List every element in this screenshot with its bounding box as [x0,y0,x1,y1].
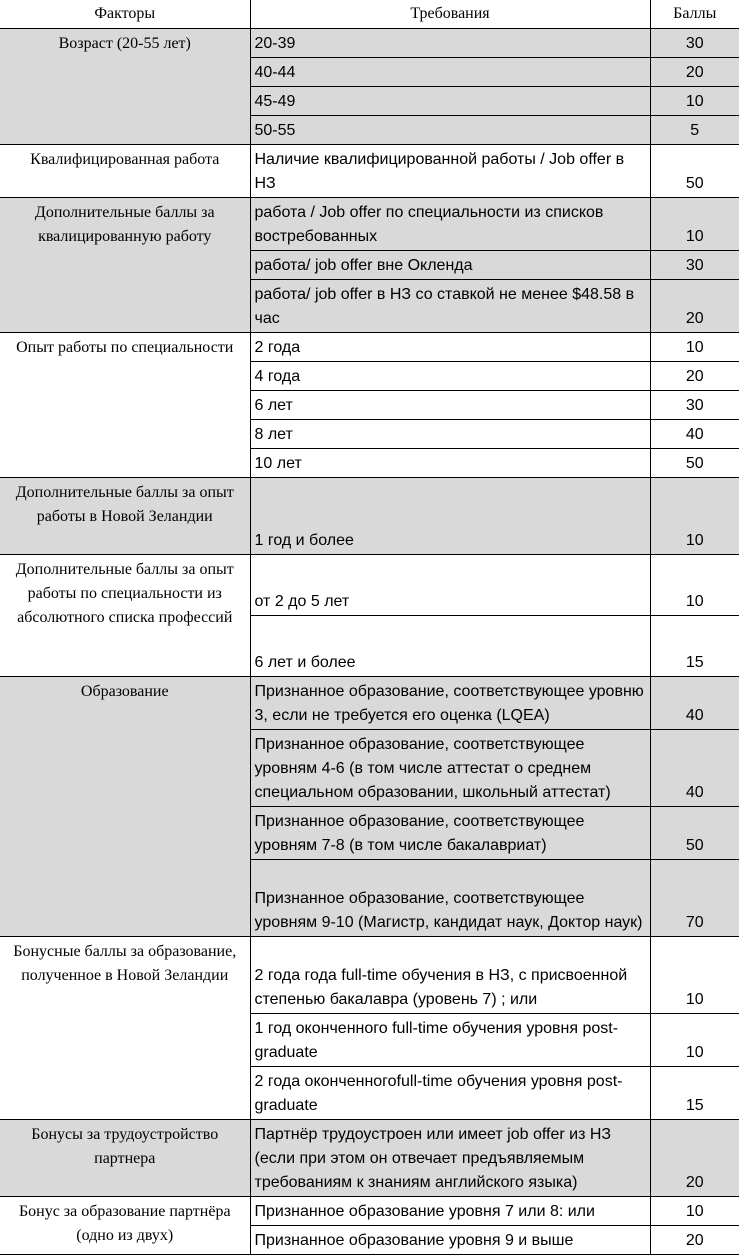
requirement-cell: 4 года [250,362,650,391]
table-row [0,1120,739,1197]
table-row [0,937,739,1014]
requirement-cell: 40-44 [250,58,650,87]
points-cell: 10 [650,937,739,1014]
requirement-cell: Признанное образование, соответствующее уровням 9-10 (Магистр, кандидат наук, Доктор наук) [250,860,650,937]
requirement-cell: Партнёр трудоустроен или имеет job offer из НЗ (если при этом он отвечает предъявляемым требованиям к знаниям английского языка) [250,1120,650,1197]
table-row [0,478,739,555]
table-row [0,333,739,362]
factor-cell: Бонусы за трудоустройство партнера [0,1120,250,1197]
header-requirements: Требования [250,0,650,29]
factor-cell: Дополнительные баллы за квалицированную работу [0,198,250,333]
requirement-cell: Признанное образование, соответствующее уровню 3, если не требуется его оценка (LQEA) [250,677,650,730]
factor-cell: Бонусные баллы за образование, полученное в Новой Зеландии [0,937,250,1120]
requirement-cell: работа / Job offer по специальности из списков востребованных [250,198,650,251]
points-cell: 15 [650,616,739,677]
header-factors: Факторы [0,0,250,29]
factor-cell: Дополнительные баллы за опыт работы в Новой Зеландии [0,478,250,555]
table-row [0,145,739,198]
requirement-cell: Признанное образование, соответствующее уровням 7-8 (в том числе бакалавриат) [250,807,650,860]
table-row [0,1197,739,1226]
points-cell: 50 [650,807,739,860]
table-row [0,555,739,616]
points-cell: 10 [650,198,739,251]
requirement-cell: 1 год оконченного full-time обучения уровня post-graduate [250,1014,650,1067]
requirement-cell: работа/ job offer в НЗ со ставкой не менее $48.58 в час [250,280,650,333]
header-row [0,0,739,29]
factor-cell: Образование [0,677,250,937]
points-cell: 40 [650,420,739,449]
requirement-cell: Признанное образование уровня 7 или 8: или [250,1197,650,1226]
requirement-cell: от 2 до 5 лет [250,555,650,616]
points-cell: 20 [650,1120,739,1197]
requirement-cell: 20-39 [250,29,650,58]
requirement-cell: 8 лет [250,420,650,449]
requirement-cell: Признанное образование, соответствующее уровням 4-6 (в том числе аттестат о среднем специальном образовании, школьный аттестат) [250,730,650,807]
table-row [0,29,739,58]
points-cell: 50 [650,449,739,478]
points-cell: 10 [650,478,739,555]
points-cell: 10 [650,555,739,616]
factor-cell: Квалифицированная работа [0,145,250,198]
table-body [0,29,739,1255]
requirement-cell: 1 год и более [250,478,650,555]
points-cell: 40 [650,730,739,807]
requirement-cell: Наличие квалифицированной работы / Job offer в НЗ [250,145,650,198]
requirement-cell: Признанное образование уровня 9 и выше [250,1226,650,1255]
requirement-cell: 50-55 [250,116,650,145]
requirement-cell: 10 лет [250,449,650,478]
factor-cell: Возраст (20-55 лет) [0,29,250,145]
factor-cell: Дополнительные баллы за опыт работы по специальности из абсолютного списка профессий [0,555,250,677]
points-cell: 10 [650,1197,739,1226]
points-cell: 15 [650,1067,739,1120]
requirement-cell: 2 года оконченногоfull-time обучения уровня post-graduate [250,1067,650,1120]
requirement-cell: 2 года [250,333,650,362]
points-cell: 20 [650,58,739,87]
points-cell: 20 [650,362,739,391]
header-points: Баллы [650,0,739,29]
points-cell: 20 [650,280,739,333]
points-cell: 20 [650,1226,739,1255]
points-cell: 10 [650,1014,739,1067]
points-cell: 70 [650,860,739,937]
points-cell: 5 [650,116,739,145]
requirement-cell: 45-49 [250,87,650,116]
points-cell: 40 [650,677,739,730]
points-cell: 10 [650,87,739,116]
requirement-cell: 6 лет и более [250,616,650,677]
points-cell: 30 [650,391,739,420]
points-cell: 10 [650,333,739,362]
requirement-cell: работа/ job offer вне Окленда [250,251,650,280]
table-row [0,198,739,251]
points-cell: 50 [650,145,739,198]
requirement-cell: 6 лет [250,391,650,420]
table-row [0,677,739,730]
factor-cell: Опыт работы по специальности [0,333,250,478]
factor-cell: Бонус за образование партнёра (одно из двух) [0,1197,250,1255]
points-cell: 30 [650,251,739,280]
requirement-cell: 2 года года full-time обучения в НЗ, с присвоенной степенью бакалавра (уровень 7) ; или [250,937,650,1014]
points-cell: 30 [650,29,739,58]
